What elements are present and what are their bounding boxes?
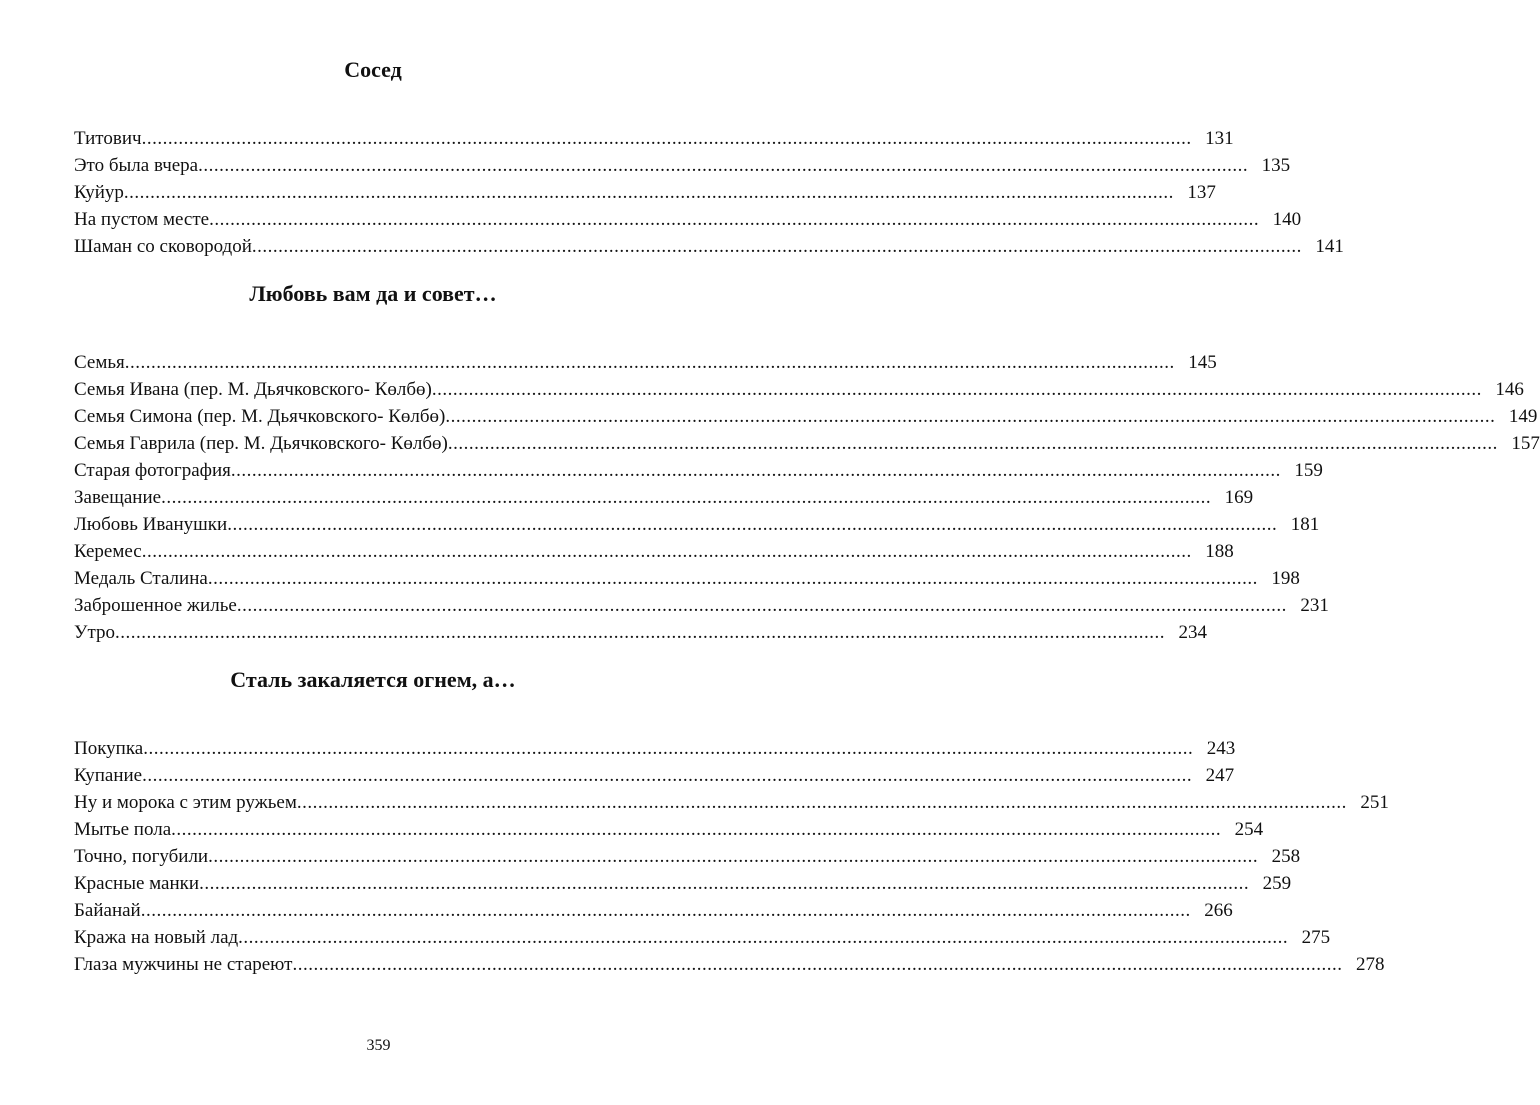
dot-leader: ........................................................................................................................................................................................................ <box>142 765 1193 786</box>
toc-entry <box>74 430 1540 457</box>
page-number: 359 <box>366 1037 391 1054</box>
toc-entry <box>74 762 1235 789</box>
toc-entry <box>74 924 1331 951</box>
toc-entry-title: Медаль Сталина <box>74 568 208 589</box>
toc-entry <box>74 206 1302 233</box>
toc-entry-page: 181 <box>1290 514 1320 535</box>
dot-leader: ........................................................................................................................................................................................................ <box>199 873 1250 894</box>
toc-entry <box>74 816 1264 843</box>
toc-entry-title: Красные манки <box>74 873 200 894</box>
dot-leader: ........................................................................................................................................................................................................ <box>296 792 1347 813</box>
toc-entry-title: Любовь Иванушки <box>74 514 228 535</box>
toc-list <box>74 349 1540 646</box>
toc-entry <box>74 403 1538 430</box>
toc-entry-page: 243 <box>1206 738 1236 759</box>
toc-entry-title: Семья Ивана (пер. М. Дьячковского- Көлбө) <box>74 379 432 400</box>
toc-entry <box>74 511 1320 538</box>
dot-leader: ........................................................................................................................................................................................................ <box>230 460 1281 481</box>
toc-entry-page: 169 <box>1224 487 1254 508</box>
toc-section-2 <box>74 279 1540 646</box>
dot-leader: ........................................................................................................................................................................................................ <box>115 622 1165 643</box>
toc-entry <box>74 484 1254 511</box>
toc-entry-page: 146 <box>1495 379 1524 400</box>
dot-leader: ........................................................................................................................................................................................................ <box>238 927 1289 948</box>
toc-entry-title: Утро <box>74 622 115 643</box>
toc-entry-title: Заброшенное жилье <box>74 595 237 616</box>
toc-section-1 <box>74 55 1344 260</box>
toc-entry-page: 254 <box>1234 819 1264 840</box>
toc-entry-page: 258 <box>1271 846 1301 867</box>
toc-entry <box>74 233 1344 260</box>
toc-entry <box>74 349 1217 376</box>
toc-entry-title: Точно, погубили <box>74 846 209 867</box>
toc-entry-title: Покупка <box>74 738 144 759</box>
toc-entry <box>74 951 1385 978</box>
toc-entry-page: 149 <box>1508 406 1538 427</box>
toc-entry-page: 157 <box>1511 433 1540 454</box>
toc-entry <box>74 152 1291 179</box>
toc-entry-title: Ну и морока с этим ружьем <box>74 792 297 813</box>
toc-entry-title: Титович <box>74 128 142 149</box>
toc-entry-title: Завещание <box>74 487 162 508</box>
toc-list <box>74 125 1344 260</box>
toc-entry <box>74 592 1329 619</box>
toc-entry-title: Керемес <box>74 541 142 562</box>
section-heading: Сталь закаляется огнем, а… <box>230 667 516 692</box>
toc-entry-page: 198 <box>1271 568 1300 589</box>
toc-entry-page: 141 <box>1315 236 1344 257</box>
toc-entry <box>74 843 1301 870</box>
toc-entry-page: 259 <box>1262 873 1292 894</box>
toc-section-3 <box>74 665 1389 978</box>
dot-leader: ........................................................................................................................................................................................................ <box>292 954 1343 975</box>
dot-leader: ........................................................................................................................................................................................................ <box>208 846 1259 867</box>
toc-entry-title: Это была вчера <box>74 155 199 176</box>
toc-entry-title: Кража на новый лад <box>74 927 239 948</box>
toc-entry <box>74 565 1300 592</box>
section-heading: Сосед <box>344 57 402 82</box>
toc-entry-page: 140 <box>1272 209 1302 230</box>
toc-entry-title: Байанай <box>74 900 141 921</box>
dot-leader: ........................................................................................................................................................................................................ <box>171 819 1222 840</box>
toc-entry <box>74 897 1233 924</box>
dot-leader: ........................................................................................................................................................................................................ <box>123 182 1174 203</box>
toc-entry-page: 266 <box>1204 900 1233 921</box>
toc-entry <box>74 789 1389 816</box>
toc-entry <box>74 735 1236 762</box>
toc-entry-page: 251 <box>1360 792 1389 813</box>
toc-entry <box>74 125 1234 152</box>
toc-entry-title: Шаман со сковородой <box>74 236 252 257</box>
dot-leader: ........................................................................................................................................................................................................ <box>445 406 1496 427</box>
toc-entry-page: 145 <box>1188 352 1217 373</box>
toc-entry <box>74 457 1323 484</box>
toc-entry-page: 137 <box>1187 182 1216 203</box>
dot-leader: ........................................................................................................................................................................................................ <box>124 352 1175 373</box>
toc-entry-title: Семья Симона (пер. М. Дьячковского- Көлбө) <box>74 406 446 427</box>
toc-list <box>74 735 1389 978</box>
toc-entry-page: 278 <box>1355 954 1385 975</box>
dot-leader: ........................................................................................................................................................................................................ <box>447 433 1498 454</box>
toc-entry-title: На пустом месте <box>74 209 210 230</box>
toc-entry-page: 275 <box>1301 927 1331 948</box>
dot-leader: ........................................................................................................................................................................................................ <box>431 379 1482 400</box>
toc-entry-page: 247 <box>1205 765 1235 786</box>
toc-entry-page: 159 <box>1294 460 1323 481</box>
section-heading: Любовь вам да и совет… <box>249 281 497 306</box>
toc-entry <box>74 179 1216 206</box>
dot-leader: ........................................................................................................................................................................................................ <box>141 541 1192 562</box>
toc-entry <box>74 870 1292 897</box>
toc-entry-title: Мытье пола <box>74 819 172 840</box>
toc-entry <box>74 619 1207 646</box>
dot-leader: ........................................................................................................................................................................................................ <box>198 155 1249 176</box>
dot-leader: ........................................................................................................................................................................................................ <box>236 595 1287 616</box>
toc-entry <box>74 376 1524 403</box>
toc-entry-title: Куйур <box>74 182 124 203</box>
toc-entry-title: Купание <box>74 765 143 786</box>
dot-leader: ........................................................................................................................................................................................................ <box>141 128 1192 149</box>
toc-entry-page: 131 <box>1205 128 1234 149</box>
toc-entry-page: 234 <box>1178 622 1207 643</box>
toc-entry-page: 135 <box>1261 155 1291 176</box>
dot-leader: ........................................................................................................................................................................................................ <box>227 514 1278 535</box>
dot-leader: ........................................................................................................................................................................................................ <box>143 738 1194 759</box>
toc-entry-page: 188 <box>1205 541 1234 562</box>
dot-leader: ........................................................................................................................................................................................................ <box>209 209 1260 230</box>
toc-entry-title: Семья Гаврила (пер. М. Дьячковского- Көлбө) <box>74 433 448 454</box>
toc-entry-title: Семья <box>74 352 125 373</box>
toc-entry-title: Старая фотография <box>74 460 231 481</box>
dot-leader: ........................................................................................................................................................................................................ <box>207 568 1258 589</box>
toc-entry <box>74 538 1234 565</box>
dot-leader: ........................................................................................................................................................................................................ <box>140 900 1191 921</box>
dot-leader: ........................................................................................................................................................................................................ <box>251 236 1302 257</box>
dot-leader: ........................................................................................................................................................................................................ <box>161 487 1212 508</box>
toc-entry-title: Глаза мужчины не стареют <box>74 954 293 975</box>
toc-entry-page: 231 <box>1300 595 1329 616</box>
